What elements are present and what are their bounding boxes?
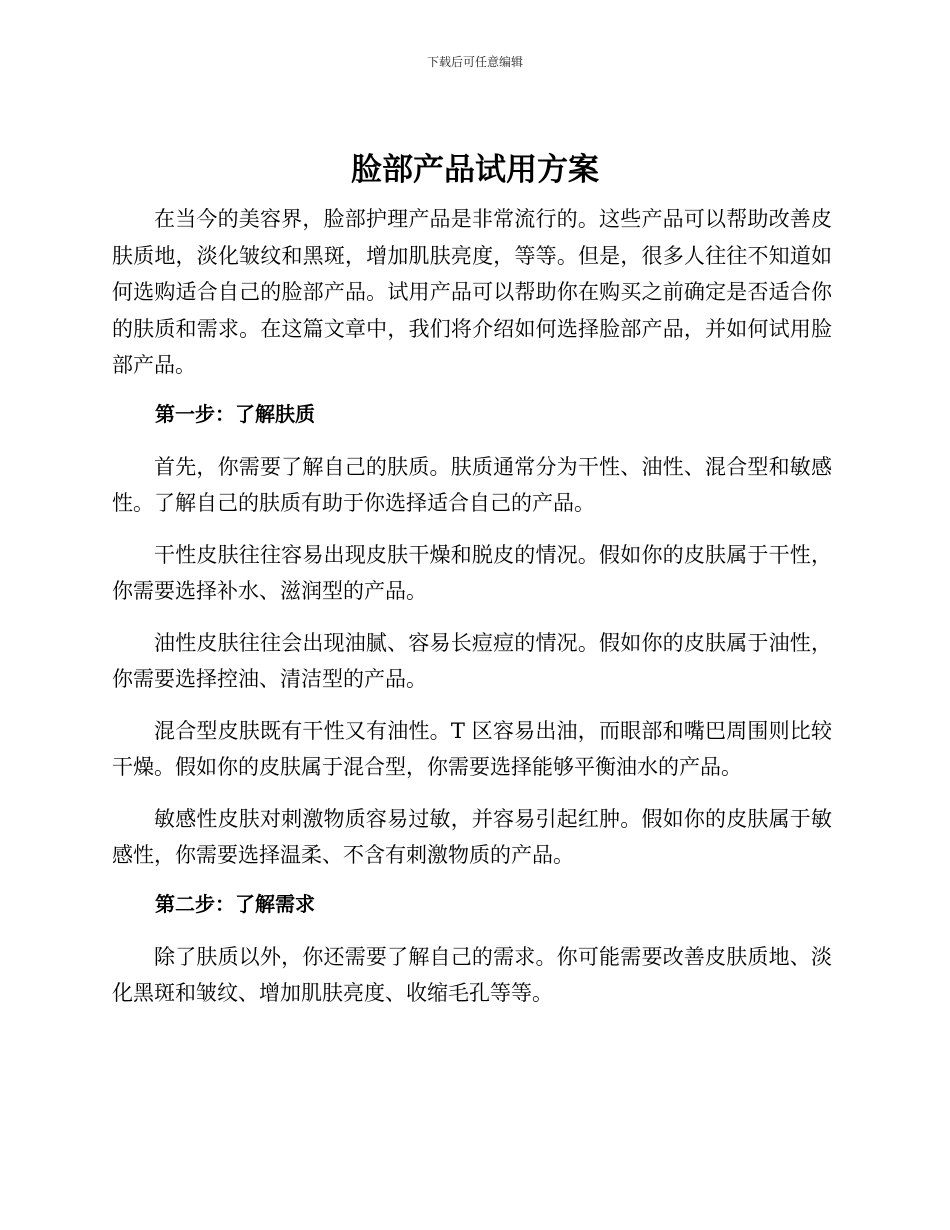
- document-body: [112, 201, 832, 1027]
- step1-paragraph: 敏感性皮肤对刺激物质容易过敏，并容易引起红肿。假如你的皮肤属于敏感性，你需要选择温柔、不含有刺激物质的产品。: [112, 806, 832, 867]
- step2-heading: 第二步：了解需求: [155, 891, 315, 916]
- step2-paragraph: 除了肤质以外，你还需要了解自己的需求。你可能需要改善皮肤质地、淡化黑斑和皱纹、增加肌肤亮度、收缩毛孔等等。: [112, 944, 832, 1005]
- header-note: 下载后可任意编辑: [426, 55, 523, 69]
- document-title: 脸部产品试用方案: [351, 152, 599, 188]
- step1-heading: 第一步：了解肤质: [155, 401, 315, 426]
- step1-paragraph: 混合型皮肤既有干性又有油性。T 区容易出油，而眼部和嘴巴周围则比较干燥。假如你的皮肤属于混合型，你需要选择能够平衡油水的产品。: [112, 718, 832, 779]
- step1-paragraph: 首先，你需要了解自己的肤质。肤质通常分为干性、油性、混合型和敏感性。了解自己的肤质有助于你选择适合自己的产品。: [112, 454, 832, 515]
- step1-paragraph: 干性皮肤往往容易出现皮肤干燥和脱皮的情况。假如你的皮肤属于干性，你需要选择补水、滋润型的产品。: [112, 542, 832, 603]
- intro-paragraph: 在当今的美容界，脸部护理产品是非常流行的。这些产品可以帮助改善皮肤质地，淡化皱纹和黑斑，增加肌肤亮度，等等。但是，很多人往往不知道如何选购适合自己的脸部产品。试用产品可以帮助你在购买之前确定是否适合你的肤质和需求。在这篇文章中，我们将介绍如何选择脸部产品，并如何试用脸部产品。: [112, 207, 832, 377]
- step1-paragraph: 油性皮肤往往会出现油腻、容易长痘痘的情况。假如你的皮肤属于油性，你需要选择控油、清洁型的产品。: [112, 630, 832, 691]
